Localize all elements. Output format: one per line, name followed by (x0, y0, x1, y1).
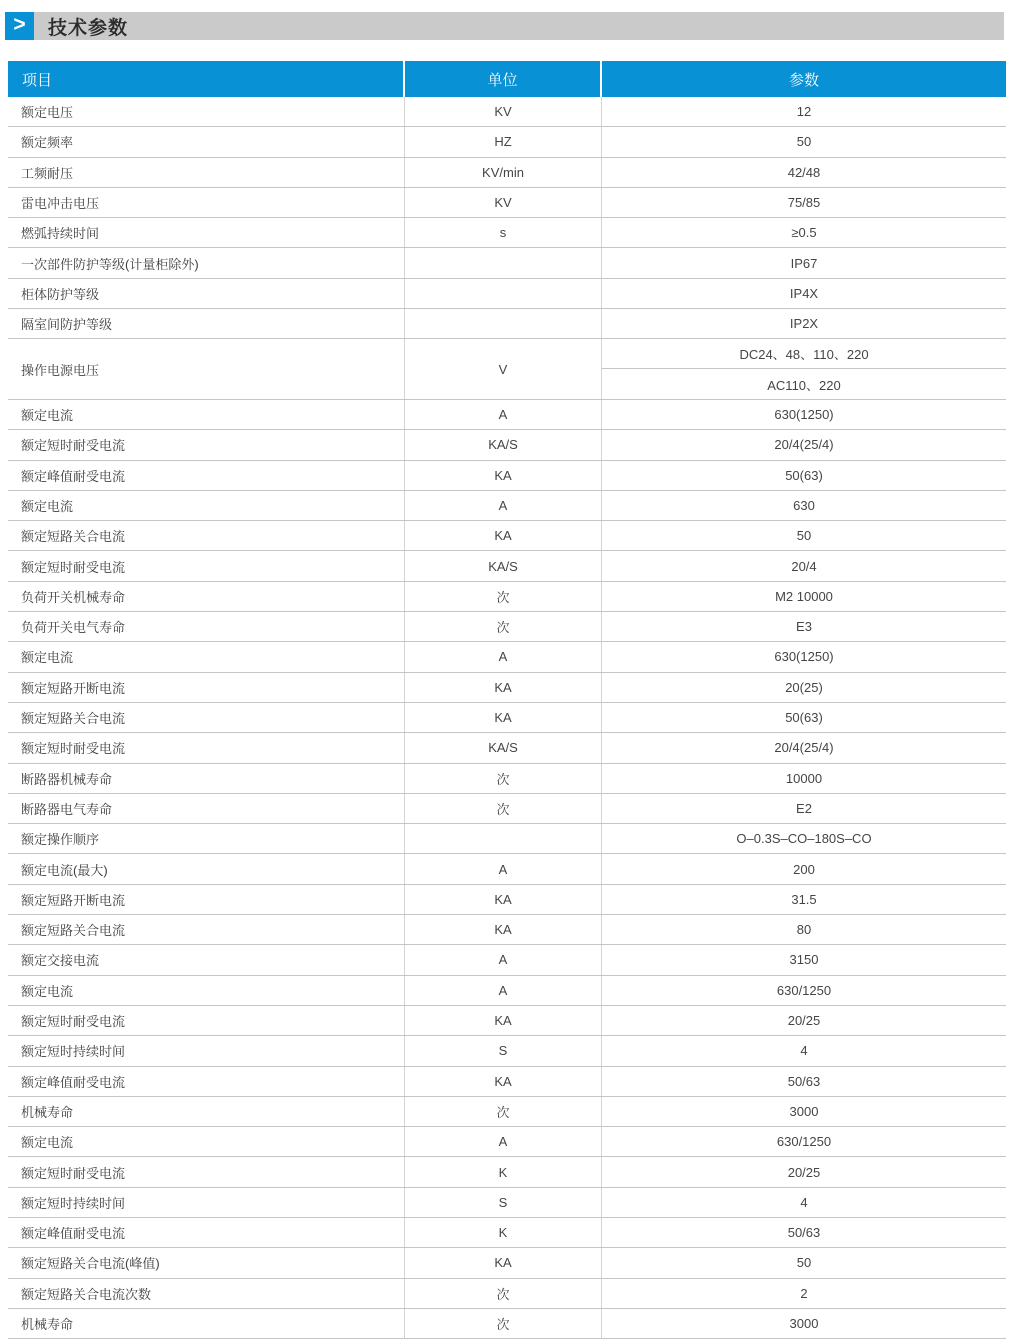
value-cell: 50/63 (787, 1073, 821, 1089)
item-cell: 额定电压 (8, 97, 405, 126)
unit-cell: KV/min (405, 158, 602, 187)
chevron-right-icon: > (5, 12, 34, 40)
table-row (8, 1097, 1006, 1127)
unit-cell (405, 309, 602, 338)
value-cell: 75/85 (787, 195, 821, 211)
item-cell: 额定电流 (8, 491, 405, 520)
value-cell: 20/4(25/4) (774, 740, 834, 756)
item-cell: 隔室间防护等级 (8, 309, 405, 338)
item-cell: 额定峰值耐受电流 (8, 461, 405, 490)
unit-cell (405, 248, 602, 277)
table-row (8, 1188, 1006, 1218)
table-row (8, 854, 1006, 884)
table-row (8, 248, 1006, 278)
table-row (8, 1067, 1006, 1097)
table-row (8, 642, 1006, 672)
item-cell: 额定短时持续时间 (8, 1036, 405, 1065)
unit-cell: KA (405, 703, 602, 732)
value-cell: 630(1250) (774, 407, 834, 423)
item-cell: 额定短路开断电流 (8, 885, 405, 914)
unit-cell: KA/S (405, 733, 602, 762)
item-cell: 额定短时持续时间 (8, 1188, 405, 1217)
item-cell: 额定电流 (8, 400, 405, 429)
unit-cell: A (405, 854, 602, 883)
unit-cell: KA/S (405, 430, 602, 459)
value-cell: 50 (796, 134, 812, 150)
unit-cell (405, 824, 602, 853)
column-header-item: 项目 (8, 61, 405, 97)
table-row (8, 1279, 1006, 1309)
value-cell: 630/1250 (776, 1134, 832, 1150)
item-cell: 断路器电气寿命 (8, 794, 405, 823)
value-cell: 630(1250) (774, 649, 834, 665)
section-title-bar (5, 12, 1004, 40)
table-row (8, 521, 1006, 551)
unit-cell: KA (405, 1248, 602, 1277)
value-cell: 12 (796, 104, 812, 120)
table-row (8, 1248, 1006, 1278)
value-cell: 3150 (789, 952, 819, 968)
table-row (8, 491, 1006, 521)
unit-cell (405, 279, 602, 308)
table-row (8, 127, 1006, 157)
table-row (8, 1036, 1006, 1066)
item-cell: 工频耐压 (8, 158, 405, 187)
table-row (8, 218, 1006, 248)
table-row (8, 945, 1006, 975)
value-cell (602, 339, 1006, 399)
value-cell: IP67 (790, 255, 818, 271)
table-row (8, 279, 1006, 309)
value-subcell: AC110、220 (767, 377, 841, 393)
table-row (8, 703, 1006, 733)
unit-cell: 次 (405, 1097, 602, 1126)
table-row (8, 309, 1006, 339)
item-cell: 额定短时耐受电流 (8, 551, 405, 580)
unit-cell: KV (405, 188, 602, 217)
unit-cell: 次 (405, 582, 602, 611)
unit-cell: KA (405, 885, 602, 914)
value-cell: ≥0.5 (791, 225, 817, 241)
item-cell: 额定操作顺序 (8, 824, 405, 853)
unit-cell: s (405, 218, 602, 247)
unit-cell: A (405, 976, 602, 1005)
unit-cell: KA (405, 673, 602, 702)
item-cell: 额定短时耐受电流 (8, 1157, 405, 1186)
item-cell: 断路器机械寿命 (8, 764, 405, 793)
item-cell: 机械寿命 (8, 1097, 405, 1126)
value-cell: IP2X (789, 316, 819, 332)
unit-cell: KA (405, 915, 602, 944)
table-row (8, 885, 1006, 915)
value-cell: 20/4(25/4) (774, 437, 834, 453)
item-cell: 额定峰值耐受电流 (8, 1067, 405, 1096)
item-cell: 额定短路开断电流 (8, 673, 405, 702)
value-cell: 20/25 (787, 1013, 821, 1029)
unit-cell: K (405, 1218, 602, 1247)
unit-cell: 次 (405, 764, 602, 793)
value-cell: 2 (800, 1285, 808, 1301)
table-row (8, 794, 1006, 824)
table-row (8, 915, 1006, 945)
table-row (8, 400, 1006, 430)
table-row (8, 1127, 1006, 1157)
unit-cell: KV (405, 97, 602, 126)
item-cell: 额定峰值耐受电流 (8, 1218, 405, 1247)
value-cell: E2 (796, 800, 812, 816)
item-cell: 负荷开关电气寿命 (8, 612, 405, 641)
item-cell: 负荷开关机械寿命 (8, 582, 405, 611)
table-row (8, 1309, 1006, 1339)
value-cell: M2 10000 (775, 588, 833, 604)
item-cell: 额定电流 (8, 1127, 405, 1156)
value-cell: 4 (800, 1043, 808, 1059)
unit-cell: KA (405, 1006, 602, 1035)
value-cell: 50(63) (785, 467, 823, 483)
table-row (8, 158, 1006, 188)
column-header-unit: 单位 (405, 61, 602, 97)
value-cell: 50/63 (787, 1225, 821, 1241)
item-cell: 柜体防护等级 (8, 279, 405, 308)
unit-cell: V (405, 339, 602, 399)
value-cell: 4 (800, 1194, 808, 1210)
item-cell: 额定频率 (8, 127, 405, 156)
unit-cell: A (405, 400, 602, 429)
value-cell: 80 (796, 922, 812, 938)
item-cell: 额定电流(最大) (8, 854, 405, 883)
value-cell: 50 (796, 1255, 812, 1271)
page-title: 技术参数 (48, 17, 129, 39)
table-row (8, 582, 1006, 612)
value-subcell: DC24、48、110、220 (602, 339, 1006, 369)
value-cell: 200 (793, 861, 815, 877)
item-cell: 额定短路关合电流 (8, 703, 405, 732)
value-cell: 50 (796, 528, 812, 544)
table-row (8, 461, 1006, 491)
value-cell: 630/1250 (776, 982, 832, 998)
table-row (8, 97, 1006, 127)
unit-cell: S (405, 1188, 602, 1217)
value-cell: 3000 (789, 1103, 819, 1119)
unit-cell: KA/S (405, 551, 602, 580)
item-cell: 燃弧持续时间 (8, 218, 405, 247)
unit-cell: A (405, 945, 602, 974)
item-cell: 机械寿命 (8, 1309, 405, 1338)
unit-cell: A (405, 491, 602, 520)
table-row (8, 1006, 1006, 1036)
table-body (8, 97, 1006, 1339)
unit-cell: 次 (405, 1279, 602, 1308)
unit-cell: KA (405, 461, 602, 490)
value-cell: 31.5 (791, 891, 817, 907)
table-row (8, 976, 1006, 1006)
value-cell: 10000 (785, 770, 823, 786)
value-cell: O–0.3S–CO–180S–CO (736, 831, 872, 847)
unit-cell: 次 (405, 612, 602, 641)
value-cell: 42/48 (787, 164, 821, 180)
item-cell: 一次部件防护等级(计量柜除外) (8, 248, 405, 277)
unit-cell: A (405, 642, 602, 671)
value-cell: 20(25) (785, 679, 823, 695)
item-cell: 操作电源电压 (8, 339, 405, 399)
unit-cell: S (405, 1036, 602, 1065)
table-header-row (8, 61, 1006, 97)
table-row (8, 551, 1006, 581)
unit-cell: KA (405, 1067, 602, 1096)
item-cell: 额定电流 (8, 642, 405, 671)
unit-cell: KA (405, 521, 602, 550)
table-row (8, 339, 1006, 400)
table-row (8, 824, 1006, 854)
item-cell: 雷电冲击电压 (8, 188, 405, 217)
unit-cell: 次 (405, 794, 602, 823)
item-cell: 额定电流 (8, 976, 405, 1005)
value-cell: 20/25 (787, 1164, 821, 1180)
table-row (8, 430, 1006, 460)
table-row (8, 1218, 1006, 1248)
value-cell: 3000 (789, 1316, 819, 1332)
parameters-table (8, 61, 1006, 1339)
item-cell: 额定交接电流 (8, 945, 405, 974)
table-row (8, 188, 1006, 218)
table-row (8, 612, 1006, 642)
value-cell: IP4X (789, 285, 819, 301)
item-cell: 额定短时耐受电流 (8, 1006, 405, 1035)
table-row (8, 1157, 1006, 1187)
value-cell: 50(63) (785, 710, 823, 726)
table-row (8, 673, 1006, 703)
unit-cell: A (405, 1127, 602, 1156)
column-header-parameter: 参数 (788, 71, 819, 89)
unit-cell: K (405, 1157, 602, 1186)
item-cell: 额定短时耐受电流 (8, 733, 405, 762)
unit-cell: HZ (405, 127, 602, 156)
table-row (8, 764, 1006, 794)
item-cell: 额定短路关合电流次数 (8, 1279, 405, 1308)
unit-cell: 次 (405, 1309, 602, 1338)
item-cell: 额定短路关合电流 (8, 521, 405, 550)
item-cell: 额定短路关合电流 (8, 915, 405, 944)
item-cell: 额定短路关合电流(峰值) (8, 1248, 405, 1277)
value-cell: 630 (793, 498, 815, 513)
item-cell: 额定短时耐受电流 (8, 430, 405, 459)
table-row (8, 733, 1006, 763)
value-cell: 20/4 (791, 558, 817, 574)
value-cell: E3 (796, 619, 812, 635)
